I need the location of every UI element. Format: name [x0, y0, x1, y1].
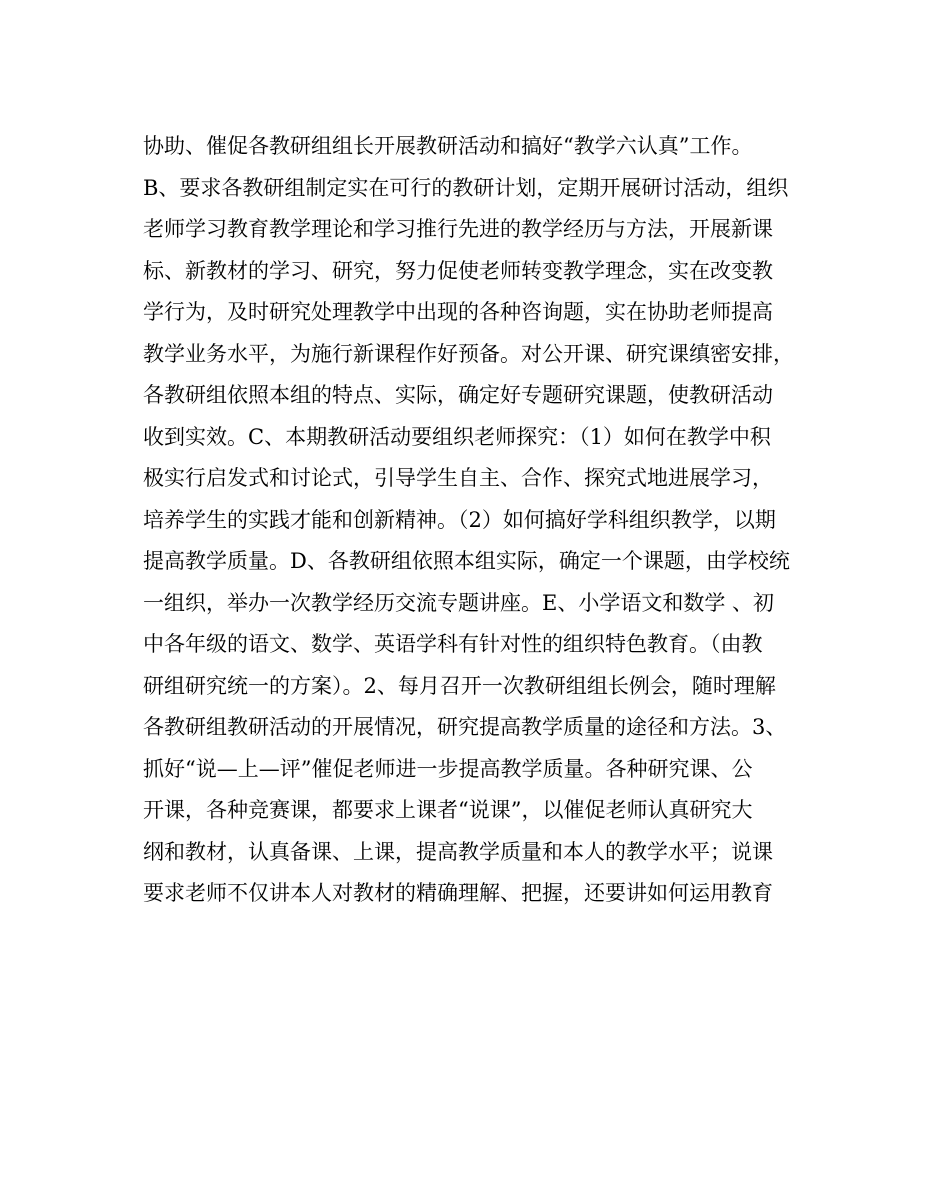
text-line: 开课，各种竞赛课，都要求上课者“说课”，以催促老师认真研究大 [143, 798, 753, 822]
text-line: 各教研组教研活动的开展情况，研究提高教学质量的途径和方法。3、 [143, 715, 787, 739]
text-line: 极实行启发式和讨论式，引导学生自主、合作、探究式地进展学习， [143, 466, 773, 490]
text-line: 研组研究统一的方案）。2、每月召开一次教研组组长例会，随时理解 [143, 673, 776, 698]
text-line: 学行为，及时研究处理教学中出现的各种咨询题，实在协助老师提高 [143, 300, 773, 324]
text-line: 各教研组依照本组的特点、实际，确定好专题研究课题，使教研活动 [143, 383, 773, 407]
text-line: 一组织，举办一次教学经历交流专题讲座。E、小学语文和数学 、初 [143, 590, 775, 615]
text-line: 培养学生的实践才能和创新精神。（2）如何搞好学科组织教学，以期 [143, 507, 776, 532]
text-line: 协助、催促各教研组组长开展教研活动和搞好“教学六认真”工作。 [143, 134, 753, 158]
body-text [143, 126, 843, 915]
text-line: B、要求各教研组制定实在可行的教研计划，定期开展研讨活动，组织 [143, 175, 789, 200]
text-line: 提高教学质量。D、各教研组依照本组实际，确定一个课题，由学校统 [143, 549, 790, 573]
text-line: 老师学习教育教学理论和学习推行先进的教学经历与方法，开展新课 [143, 217, 773, 241]
text-line: 教学业务水平，为施行新课程作好预备。对公开课、研究课缜密安排， [143, 341, 794, 366]
text-line: 纲和教材，认真备课、上课，提高教学质量和本人的教学水平；说课 [143, 839, 773, 864]
text-line: 标、新教材的学习、研究，努力促使老师转变教学理念，实在改变教 [143, 258, 773, 283]
text-line: 收到实效。C、本期教研活动要组织老师探究：（1）如何在教学中积 [143, 424, 771, 449]
text-line: 中各年级的语文、数学、英语学科有针对性的组织特色教育。（由教 [143, 632, 763, 656]
text-line: 抓好“说—上—评”催促老师进一步提高教学质量。各种研究课、公 [143, 756, 753, 781]
text-line: 要求老师不仅讲本人对教材的精确理解、把握，还要讲如何运用教育 [143, 881, 773, 905]
